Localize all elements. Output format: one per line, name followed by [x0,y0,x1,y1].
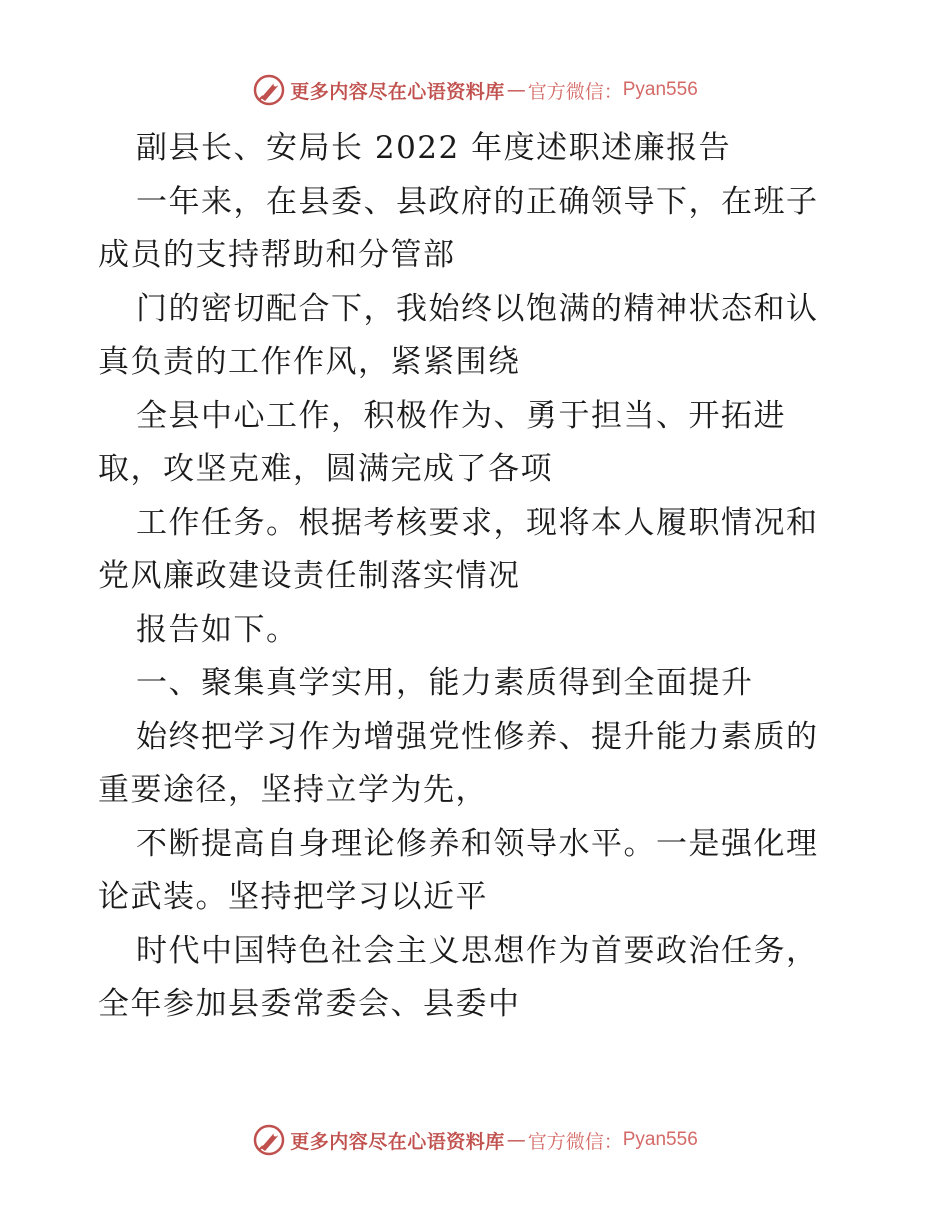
pen-nib-icon [252,73,286,107]
watermark-brand: 更多内容尽在心语资料库 [290,80,505,103]
watermark-separator: — [506,1129,526,1151]
watermark-contact-label: 官方微信： [527,80,623,103]
pen-nib-icon [252,1123,286,1157]
text-line: 报告如下。 [136,611,299,648]
text-line: 不断提高自身理论修养和领导水平。一是强化理 [136,825,819,862]
header-watermark [0,70,950,110]
watermark-separator: — [506,79,526,101]
watermark-contact-handle: Pyan556 [622,79,698,100]
watermark-contact-handle: Pyan556 [622,1129,698,1150]
text-line: 门的密切配合下，我始终以饱满的精神状态和认 [136,290,819,327]
text-line: 时代中国特色社会主义思想作为首要政治任务， [136,932,819,969]
text-line: 全县中心工作，积极作为、勇于担当、开拓进 [136,397,786,434]
text-line: 始终把学习作为增强党性修养、提升能力素质的 [136,718,819,755]
text-line: 一、聚集真学实用，能力素质得到全面提升 [136,665,754,701]
text-line: 一年来，在县委、县政府的正确领导下，在班子 [136,183,819,220]
text-line: 成员的支持帮助和分管部 [98,237,456,273]
text-line: 副县长、安局长 2022 年度述职述廉报告 [136,130,732,166]
text-line: 论武装。坚持把学习以近平 [98,879,488,915]
text-line: 工作任务。根据考核要求，现将本人履职情况和 [136,504,819,541]
footer-watermark [0,1120,950,1160]
text-line: 党风廉政建设责任制落实情况 [98,558,521,594]
watermark-brand: 更多内容尽在心语资料库 [290,1130,505,1153]
text-line: 取，攻坚克难，圆满完成了各项 [98,451,553,487]
text-line: 真负责的工作作风，紧紧围绕 [98,344,521,380]
text-line: 全年参加县委常委会、县委中 [98,986,521,1022]
watermark-contact-label: 官方微信： [527,1130,623,1153]
document-body [98,122,858,1032]
text-line: 重要途径，坚持立学为先， [98,772,488,808]
